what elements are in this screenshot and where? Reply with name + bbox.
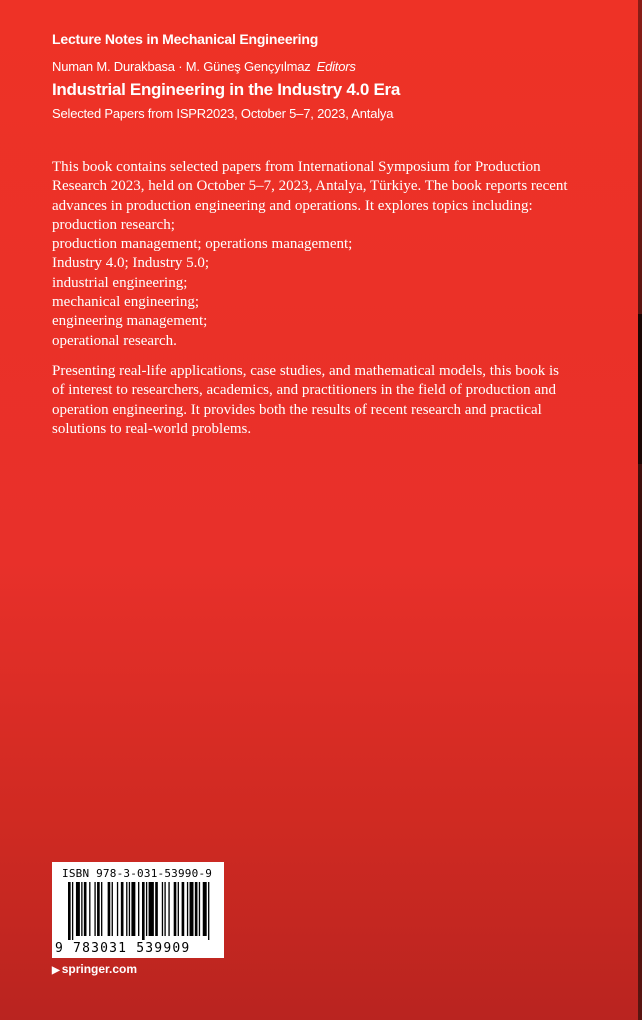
barcode-bar	[155, 882, 158, 936]
barcode-bar	[97, 882, 100, 936]
website-text: springer.com	[61, 962, 138, 976]
editor-names: Numan M. Durakbasa · M. Güneş Gençyılmaz	[52, 59, 311, 74]
description-line: industrial engineering;	[52, 274, 188, 291]
book-subtitle: Selected Papers from ISPR2023, October 5–7, 2023, Antalya	[52, 106, 394, 121]
barcode-bar	[138, 882, 139, 936]
barcode-bars	[68, 882, 212, 940]
description-paragraph-1	[52, 158, 582, 351]
description-line: Research 2023, held on October 5–7, 2023, Antalya, Türkiye. The book reports recent	[52, 178, 568, 195]
barcode-bar	[162, 882, 163, 936]
description-line: of interest to researchers, academics, and practitioners in the field of production and	[52, 382, 556, 399]
barcode-bar	[108, 882, 111, 936]
barcode-bar	[174, 882, 177, 936]
barcode-bar	[112, 882, 113, 936]
barcode-bar	[195, 882, 198, 936]
barcode-bar	[182, 882, 185, 936]
barcode-bar	[68, 882, 71, 940]
book-spine-edge	[638, 0, 642, 1020]
editors-line	[52, 59, 356, 74]
description-line: This book contains selected papers from International Symposium for Production	[52, 159, 541, 175]
description-line: production management; operations management;	[52, 236, 353, 253]
barcode-bar	[190, 882, 194, 936]
spine-shadow	[638, 314, 642, 464]
description-line: Industry 4.0; Industry 5.0;	[52, 255, 210, 272]
barcode-bar	[72, 882, 73, 940]
barcode-bar	[126, 882, 127, 936]
description-line: operation engineering. It provides both the results of recent research and practical	[52, 401, 542, 418]
description-line: operational research.	[52, 332, 177, 349]
triangle-right-icon: ▶	[52, 965, 60, 976]
isbn-label: ISBN 978-3-031-53990-9	[62, 867, 213, 880]
barcode-bar	[199, 882, 200, 936]
barcode-bar	[142, 882, 145, 940]
isbn-barcode	[52, 862, 224, 958]
ean-digits: 9 783031 539909	[55, 941, 191, 956]
description-line: advances in production engineering and operations. It explores topics including:	[52, 197, 533, 214]
barcode-bar	[121, 882, 124, 936]
description-line: mechanical engineering;	[52, 294, 200, 311]
barcode-bar	[129, 882, 130, 936]
barcode-bar	[149, 882, 154, 936]
barcode-bar	[117, 882, 118, 936]
series-name: Lecture Notes in Mechanical Engineering	[52, 31, 319, 47]
description-paragraph-2	[52, 362, 582, 439]
barcode-bar	[89, 882, 90, 936]
barcode-bar	[84, 882, 87, 936]
barcode-bar	[168, 882, 169, 936]
barcode-bar	[203, 882, 207, 936]
barcode-bar	[76, 882, 80, 936]
editors-role: Editors	[316, 59, 356, 74]
barcode-bar	[178, 882, 179, 936]
description-line: engineering management;	[52, 313, 208, 330]
publisher-website[interactable]	[52, 962, 137, 976]
description-line: solutions to real-world problems.	[52, 420, 252, 437]
book-description	[52, 158, 582, 439]
barcode-bar	[94, 882, 95, 936]
description-line: production research;	[52, 216, 175, 233]
barcode-bar	[131, 882, 135, 936]
description-line: Presenting real-life applications, case studies, and mathematical models, this book is	[52, 362, 559, 379]
book-title: Industrial Engineering in the Industry 4.0 Era	[52, 80, 400, 99]
barcode-bar	[187, 882, 188, 936]
barcode-bar	[208, 882, 209, 940]
barcode-bar	[146, 882, 147, 936]
barcode-bar	[81, 882, 82, 936]
barcode-bar	[101, 882, 102, 936]
barcode-bar	[164, 882, 165, 936]
